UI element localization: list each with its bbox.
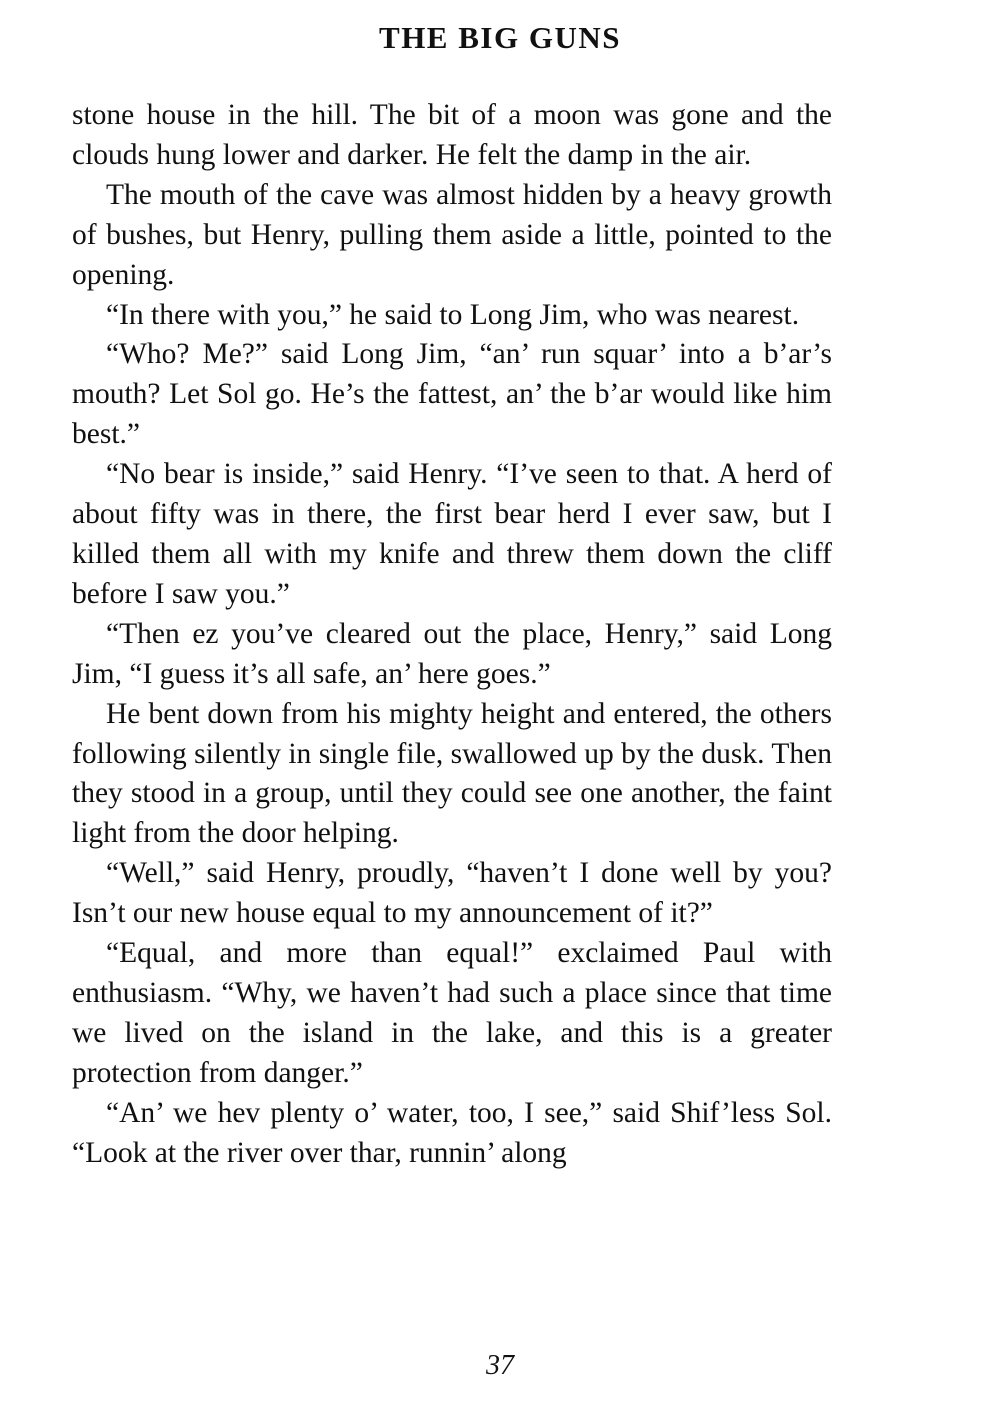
paragraph: The mouth of the cave was almost hidden by a heavy growth of bushes, but Henry, pulling them aside a little, pointed to the opening. bbox=[72, 178, 832, 291]
paragraph: “Who? Me?” said Long Jim, “an’ run squar’ into a b’ar’s mouth? Let Sol go. He’s the fattest, an’ the b’ar would like him best.” bbox=[72, 338, 832, 451]
paragraph: “In there with you,” he said to Long Jim, who was nearest. bbox=[106, 298, 800, 331]
paragraph-continued: stone house in the hill. The bit of a moon was gone and the clouds hung lower and darker. He felt the damp in the air. bbox=[72, 99, 832, 171]
paragraph: He bent down from his mighty height and entered, the others following silently in single file, swallowed up by the dusk. Then they stood in a group, until they could see one another, the faint light from the door helping. bbox=[72, 697, 832, 850]
paragraph: “Equal, and more than equal!” exclaimed Paul with enthusiasm. “Why, we haven’t had such a place since that time we lived on the island in the lake, and this is a greater protection from danger.” bbox=[72, 937, 832, 1089]
paragraph: “Then ez you’ve cleared out the place, Henry,” said Long Jim, “I guess it’s all safe, an’ here goes.” bbox=[72, 617, 832, 690]
page-number: 37 bbox=[486, 1350, 514, 1381]
running-head: THE BIG GUNS bbox=[379, 20, 621, 55]
paragraph: “An’ we hev plenty o’ water, too, I see,” said Shif’less Sol. “Look at the river over thar, runnin’ along bbox=[72, 1096, 832, 1169]
body-text bbox=[72, 96, 832, 1173]
paragraph: “No bear is inside,” said Henry. “I’ve seen to that. A herd of about fifty was in there, the first bear herd I ever saw, but I killed them all with my knife and threw them down the cliff before I saw you.” bbox=[72, 458, 832, 610]
paragraph: “Well,” said Henry, proudly, “haven’t I done well by you? Isn’t our new house equal to my announcement of it?” bbox=[72, 857, 832, 930]
